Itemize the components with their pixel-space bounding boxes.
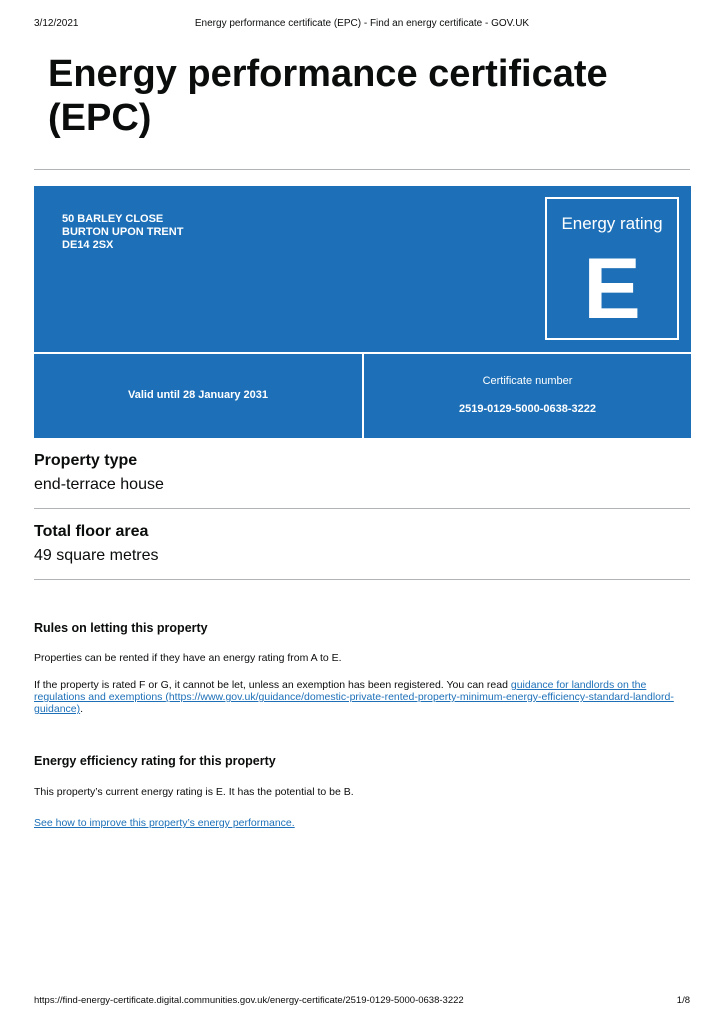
property-type-value: end-terrace house bbox=[34, 476, 164, 493]
efficiency-heading: Energy efficiency rating for this property bbox=[34, 754, 276, 768]
print-document-title: Energy performance certificate (EPC) - Find an energy certificate - GOV.UK bbox=[194, 18, 530, 29]
letting-rules-paragraph-2 bbox=[34, 679, 694, 715]
floor-area-label: Total floor area bbox=[34, 523, 149, 540]
efficiency-link-paragraph bbox=[34, 817, 694, 829]
energy-rating-letter: E bbox=[583, 241, 641, 337]
property-type-divider bbox=[34, 508, 690, 509]
valid-until: Valid until 28 January 2031 bbox=[127, 389, 268, 401]
title-divider bbox=[34, 169, 690, 170]
letting-rules-paragraph-2-text: If the property is rated F or G, it cannot be let, unless an exemption has been registered. You can read bbox=[34, 679, 511, 691]
address-line-1: 50 BARLEY CLOSE bbox=[62, 213, 164, 225]
floor-area-value: 49 square metres bbox=[34, 547, 159, 564]
landlord-guidance-link-text[interactable]: guidance for landlords on the regulations and exemptions bbox=[34, 679, 647, 703]
epc-certificate-box bbox=[34, 186, 691, 438]
address-line-2: BURTON UPON TRENT bbox=[62, 226, 184, 238]
page-title: Energy performance certificate (EPC) bbox=[48, 53, 608, 139]
property-address bbox=[62, 213, 183, 252]
print-footer bbox=[34, 995, 690, 1009]
address-line-3: DE14 2SX bbox=[62, 239, 114, 251]
improve-performance-link[interactable]: See how to improve this property’s energy performance. bbox=[34, 817, 295, 829]
print-page-number: 1/8 bbox=[676, 995, 690, 1006]
certificate-number-label: Certificate number bbox=[482, 375, 573, 387]
letting-rules-paragraph-1: Properties can be rented if they have an energy rating from A to E. bbox=[34, 652, 342, 664]
print-footer-url: https://find-energy-certificate.digital.communities.gov.uk/energy-certificate/2519-0129-5000-0638-3222 bbox=[34, 995, 464, 1006]
box-vertical-divider bbox=[362, 352, 364, 438]
letting-rules-paragraph-2-end: . bbox=[80, 703, 84, 715]
certificate-number: 2519-0129-5000-0638-3222 bbox=[458, 403, 596, 415]
print-header bbox=[34, 18, 690, 32]
landlord-guidance-link-url[interactable]: (https://www.gov.uk/guidance/domestic-private-rented-property-minimum-energy-efficiency-standard-landlord-guidance) bbox=[34, 691, 674, 715]
property-type-label: Property type bbox=[34, 452, 138, 469]
floor-area-divider bbox=[34, 579, 690, 580]
print-date: 3/12/2021 bbox=[34, 18, 79, 29]
letting-rules-heading: Rules on letting this property bbox=[34, 621, 208, 635]
efficiency-text: This property’s current energy rating is E. It has the potential to be B. bbox=[34, 786, 354, 798]
energy-rating-label: Energy rating bbox=[561, 214, 663, 233]
energy-rating-box bbox=[545, 197, 679, 340]
